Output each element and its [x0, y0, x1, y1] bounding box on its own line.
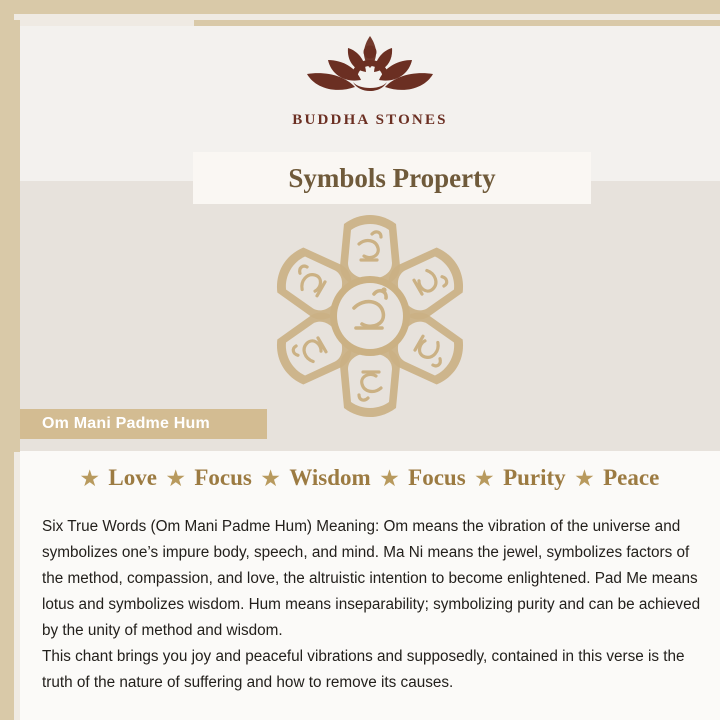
description-paragraph-2: This chant brings you joy and peaceful vibrations and supposedly, contained in this verse is the truth of the nature of suffering and how to remove its causes. — [42, 648, 685, 691]
star-icon: ★ — [475, 468, 494, 490]
description-text — [42, 514, 714, 696]
keyword-row — [20, 465, 720, 491]
mantra-ribbon-label: Om Mani Padme Hum — [42, 415, 210, 432]
page-title: Symbols Property — [288, 162, 496, 193]
page-title-bar — [193, 152, 591, 204]
lotus-meditation-icon — [295, 32, 445, 110]
content-surface — [20, 26, 720, 720]
description-panel — [20, 451, 720, 720]
description-paragraph-1: Six True Words (Om Mani Padme Hum) Meaning: Om means the vibration of the universe and symbolizes one’s impure body, speech, and mind. Ma Ni means the jewel, symbolizes factors of the method, compassion, and love, the altruistic intention to become enlightened. Pad Me means lotus and symbolizes wisdom. Hum means inseparability; symbolizing purity and can be achieved by the unity of method and wisdom. — [42, 518, 701, 639]
star-icon: ★ — [380, 468, 399, 490]
keyword-purity: Purity — [503, 465, 566, 490]
keyword-focus-2: Focus — [408, 465, 466, 490]
star-icon: ★ — [80, 468, 99, 490]
keyword-love: Love — [108, 465, 157, 490]
star-icon: ★ — [261, 468, 280, 490]
keyword-focus-1: Focus — [194, 465, 252, 490]
frame-top-border — [0, 0, 720, 14]
star-icon: ★ — [575, 468, 594, 490]
om-mani-padme-hum-mandala-icon — [240, 211, 500, 421]
frame-left-border — [0, 0, 14, 720]
keyword-wisdom: Wisdom — [289, 465, 371, 490]
mantra-ribbon — [20, 409, 267, 439]
star-icon: ★ — [166, 468, 185, 490]
brand-logo-block — [20, 32, 720, 129]
brand-name: BUDDHA STONES — [292, 112, 448, 128]
keyword-peace: Peace — [603, 465, 660, 490]
